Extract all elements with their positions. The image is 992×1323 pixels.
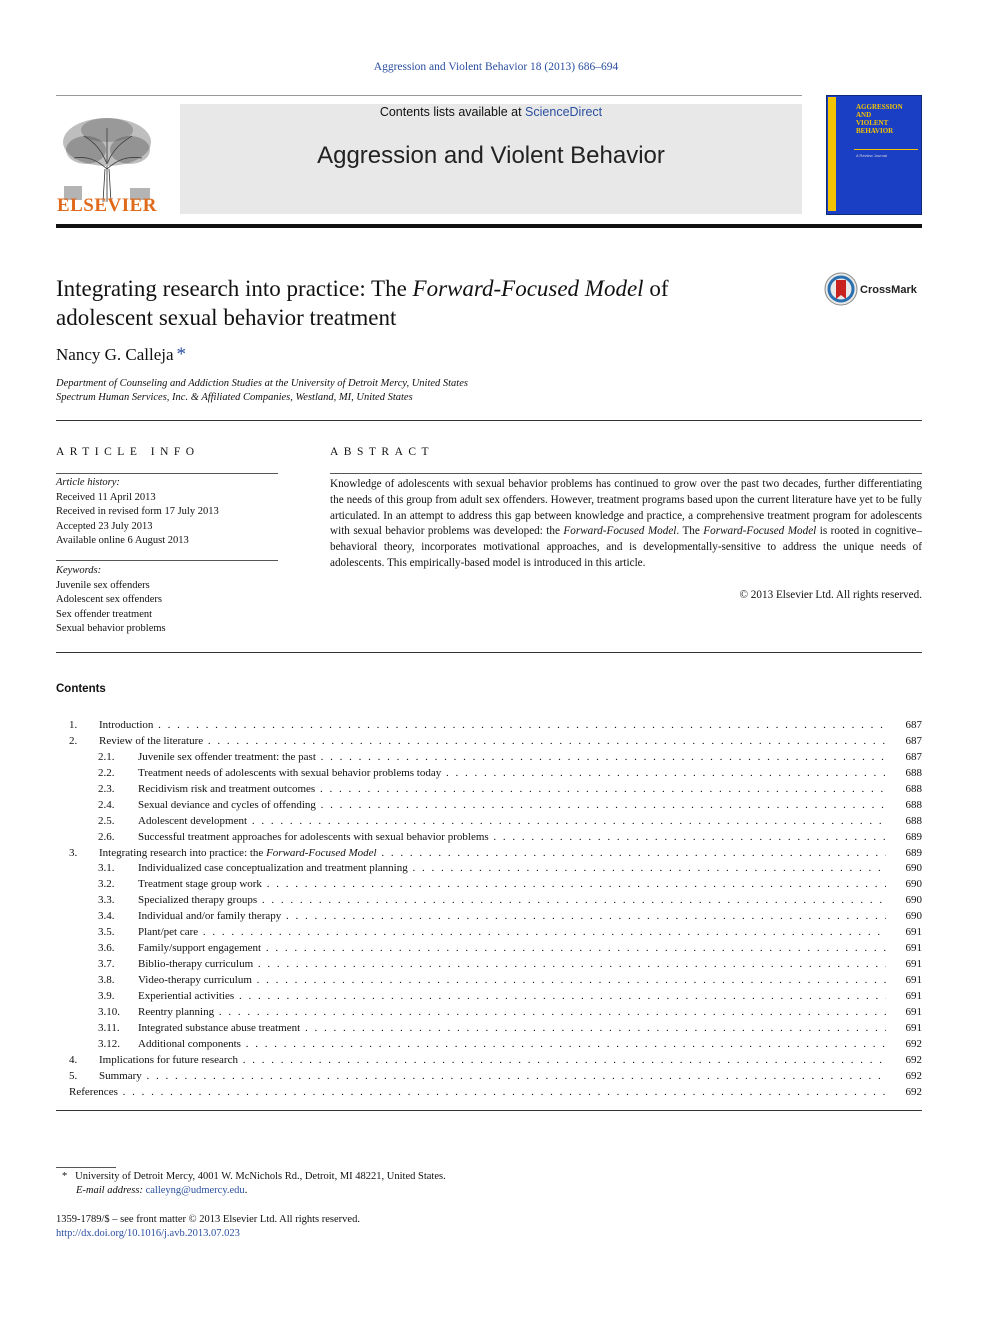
toc-entry-page: 690 xyxy=(905,878,922,891)
cover-accent-strip xyxy=(828,97,836,211)
toc-entry-title[interactable] xyxy=(138,1004,886,1020)
toc-entry[interactable] xyxy=(56,892,922,908)
toc-entry-title[interactable] xyxy=(69,1084,886,1100)
history-item: Received in revised form 17 July 2013 xyxy=(56,506,219,517)
toc-entry-title-text: Summary xyxy=(99,1069,142,1082)
toc-entry[interactable] xyxy=(56,1020,922,1036)
toc-entry-page: 690 xyxy=(905,910,922,923)
toc-entry-title[interactable] xyxy=(138,765,886,781)
author-name xyxy=(56,344,186,366)
toc-entry[interactable] xyxy=(56,829,922,845)
toc-entry-number: 1. xyxy=(69,719,78,731)
contents-available-line xyxy=(180,105,802,119)
title-italic: Forward-Focused Model xyxy=(412,276,644,301)
toc-entry[interactable] xyxy=(56,876,922,892)
toc-entry-title-text: Experiential activities xyxy=(138,989,235,1002)
toc-entry-title-text: Individualized case conceptualization and treatment planning xyxy=(138,862,408,875)
toc-entry-title[interactable] xyxy=(99,717,886,733)
toc-entry-title-text: Successful treatment approaches for adolescents with sexual behavior problems xyxy=(138,830,489,843)
section-divider xyxy=(56,652,922,653)
toc-entry-number: 2.2. xyxy=(98,766,115,779)
cover-title-line: AND xyxy=(856,111,872,119)
toc-entry-number: 2. xyxy=(69,734,78,747)
toc-entry[interactable] xyxy=(56,1052,922,1068)
toc-entry-page: 692 xyxy=(905,1085,922,1098)
toc-entry-page: 691 xyxy=(905,958,922,971)
toc-entry-page: 692 xyxy=(905,1069,922,1082)
toc-entry-page: 688 xyxy=(905,798,922,811)
keywords-label: Keywords: xyxy=(56,565,102,576)
crossmark-icon[interactable] xyxy=(824,272,858,306)
affiliations xyxy=(56,377,468,405)
keywords-rule xyxy=(56,560,278,561)
keyword-item: Sex offender treatment xyxy=(56,608,153,620)
abstract-rule xyxy=(330,473,922,474)
toc-entry[interactable] xyxy=(56,1004,922,1020)
toc-entry[interactable] xyxy=(56,813,922,829)
toc-entry-number: 5. xyxy=(69,1069,78,1082)
history-item: Available online 6 August 2013 xyxy=(56,535,189,546)
toc-entry-page: 690 xyxy=(905,862,922,875)
toc-entry-page: 692 xyxy=(905,1053,922,1066)
toc-entry-page: 688 xyxy=(905,814,922,827)
toc-entry[interactable] xyxy=(56,940,922,956)
toc-entry[interactable] xyxy=(56,1036,922,1052)
article-history xyxy=(56,476,219,549)
toc-entry-number: 3.5. xyxy=(98,926,115,939)
toc-entry-page: 691 xyxy=(905,926,922,939)
title-text: Integrating research into practice: The xyxy=(56,276,413,301)
toc-entry-title[interactable] xyxy=(138,924,886,940)
toc-entry[interactable] xyxy=(56,1084,922,1100)
toc-entry-title[interactable] xyxy=(138,749,886,765)
toc-entry-title[interactable] xyxy=(138,781,886,797)
toc-entry-number: 3.8. xyxy=(98,974,115,986)
toc-entry-title[interactable] xyxy=(138,1020,886,1036)
footnote-marker: * xyxy=(62,1171,68,1182)
toc-entry-title-italic: Forward-Focused Model xyxy=(266,846,377,859)
toc-entry-title[interactable] xyxy=(138,988,886,1004)
contents-heading: Contents xyxy=(56,683,106,695)
toc-entry-title-text: Family/support engagement xyxy=(138,942,262,955)
abstract-heading: ABSTRACT xyxy=(330,446,435,458)
footnote-email xyxy=(76,1185,247,1196)
toc-entry-number: 3.6. xyxy=(98,942,115,955)
toc-entry-number: 3.2. xyxy=(98,878,115,891)
toc-entry-title-text: Video-therapy curriculum xyxy=(138,974,252,986)
toc-entry-number: 2.6. xyxy=(98,830,115,843)
toc-entry-title-text: Plant/pet care xyxy=(138,926,199,939)
article-title xyxy=(56,274,746,332)
toc-entry-title[interactable] xyxy=(99,1068,886,1084)
affiliation-line: Spectrum Human Services, Inc. & Affiliated Companies, Westland, MI, United States xyxy=(56,392,413,403)
toc-entry-title[interactable] xyxy=(138,908,886,924)
issn-line: 1359-1789/$ – see front matter © 2013 Elsevier Ltd. All rights reserved. xyxy=(56,1214,360,1225)
toc-entry[interactable] xyxy=(56,988,922,1004)
toc-entry-title-text: References xyxy=(69,1085,118,1098)
toc-entry-page: 691 xyxy=(905,1021,922,1034)
toc-entry-title-text: Biblio-therapy curriculum xyxy=(138,958,254,971)
toc-entry-page: 691 xyxy=(905,974,922,986)
cover-subtitle: A Review Journal xyxy=(856,153,887,158)
toc-entry-page: 692 xyxy=(905,1037,922,1050)
affiliation-line: Department of Counseling and Addiction Studies at the University of Detroit Mercy, United States xyxy=(56,378,468,389)
toc-entry-title-text: Specialized therapy groups xyxy=(138,894,258,907)
toc-entry-title-text: Additional components xyxy=(138,1037,241,1050)
toc-entry-number: 3.11. xyxy=(98,1021,120,1034)
cover-divider xyxy=(854,149,918,150)
keywords xyxy=(56,564,166,637)
section-divider xyxy=(56,1110,922,1111)
history-item: Accepted 23 July 2013 xyxy=(56,520,153,532)
toc-entry-title-text: Treatment needs of adolescents with sexual behavior problems today xyxy=(138,766,442,779)
abstract-copyright: © 2013 Elsevier Ltd. All rights reserved. xyxy=(739,589,922,601)
toc-entry-number: 2.3. xyxy=(98,782,115,795)
toc-entry-number: 3.4. xyxy=(98,910,115,923)
cover-title-line: VIOLENT xyxy=(856,119,889,127)
toc-entry[interactable] xyxy=(56,956,922,972)
toc-entry-page: 691 xyxy=(905,942,922,955)
abstract-part: is rooted in cognitive–behavioral theory, incorporates motivational approaches, and is developmentally-sensitive to address the unique needs of adolescents. This empirically-based model is introduced in this article. xyxy=(330,525,922,569)
toc-entry[interactable] xyxy=(56,972,922,988)
keyword-item: Sexual behavior problems xyxy=(56,623,166,634)
footnote-rule xyxy=(56,1167,116,1168)
toc-entry-number: 2.4. xyxy=(98,798,115,811)
toc-entry-page: 687 xyxy=(905,750,922,763)
abstract-italic: Forward-Focused Model xyxy=(563,525,677,538)
history-label: Article history: xyxy=(56,477,120,488)
section-divider xyxy=(56,420,922,421)
abstract-italic: Forward-Focused Model xyxy=(703,525,817,538)
cover-title-line: BEHAVIOR xyxy=(856,127,894,135)
toc-entry-title-text: Sexual deviance and cycles of offending xyxy=(138,798,316,811)
article-info-heading: ARTICLE INFO xyxy=(56,446,200,458)
footnote-address xyxy=(62,1171,446,1182)
toc-entry-title-text: Integrated substance abuse treatment xyxy=(138,1021,301,1034)
toc-entry-title[interactable] xyxy=(138,972,886,988)
contents-available-text: Contents lists available at xyxy=(379,105,526,119)
title-text: of adolescent sexual behavior treatment xyxy=(56,276,669,330)
toc-entry-title-text: Implications for future research xyxy=(99,1053,238,1066)
journal-title: Aggression and Violent Behavior xyxy=(317,142,665,169)
email-link[interactable]: calleyng@udmercy.edu xyxy=(145,1185,245,1196)
toc-entry-title[interactable] xyxy=(138,860,886,876)
toc-entry-title-text: Recidivism risk and treatment outcomes xyxy=(138,782,316,795)
toc-entry-title-text: Treatment stage group work xyxy=(138,878,262,891)
author-footnote-marker[interactable]: * xyxy=(176,344,187,365)
email-end: . xyxy=(244,1185,248,1196)
toc-entry-number: 3.1. xyxy=(98,862,115,875)
email-label: E-mail address: xyxy=(76,1185,143,1196)
toc-entry-page: 687 xyxy=(905,719,922,731)
toc-entry-title[interactable] xyxy=(138,813,886,829)
toc-entry[interactable] xyxy=(56,845,922,861)
toc-entry-title[interactable] xyxy=(138,829,886,845)
toc-entry-number: 3.7. xyxy=(98,958,115,971)
footnote-address-text: University of Detroit Mercy, 4001 W. McNichols Rd., Detroit, MI 48221, United States. xyxy=(75,1171,446,1182)
toc-entry-number: 3.3. xyxy=(98,894,115,907)
toc-entry-number: 2.1. xyxy=(98,750,115,763)
cover-title xyxy=(856,103,918,135)
toc-entry-title[interactable] xyxy=(138,892,886,908)
toc-entry[interactable] xyxy=(56,733,922,749)
toc-entry-page: 691 xyxy=(905,989,922,1002)
toc-entry-title-text: Individual and/or family therapy xyxy=(138,910,282,923)
toc-entry-number: 3.10. xyxy=(98,1005,120,1018)
keyword-item: Juvenile sex offenders xyxy=(56,579,150,591)
toc-entry-page: 689 xyxy=(905,846,922,859)
toc-entry-number: 3. xyxy=(69,846,78,859)
toc-entry-number: 2.5. xyxy=(98,814,115,827)
toc-entry-page: 689 xyxy=(905,830,922,843)
toc-entry-number: 4. xyxy=(69,1053,78,1066)
toc-entry-title-text: Introduction xyxy=(99,719,154,731)
toc-entry-title[interactable] xyxy=(138,876,886,892)
sciencedirect-link[interactable]: ScienceDirect xyxy=(525,105,603,119)
toc-entry[interactable] xyxy=(56,860,922,876)
toc-entry-page: 691 xyxy=(905,1005,922,1018)
toc-entry[interactable] xyxy=(56,781,922,797)
toc-entry-title-text: Juvenile sex offender treatment: the past xyxy=(138,750,316,763)
toc-entry-title[interactable] xyxy=(99,1052,886,1068)
header-rule xyxy=(56,224,922,228)
toc-entry[interactable] xyxy=(56,1068,922,1084)
doi-link[interactable]: http://dx.doi.org/10.1016/j.avb.2013.07.023 xyxy=(56,1228,240,1239)
toc-entry-title-text: Reentry planning xyxy=(138,1005,215,1018)
toc-entry-title-text: Adolescent development xyxy=(138,814,248,827)
abstract-part: Knowledge of adolescents with sexual behavior problems has continued to grow over the past two decades, further differentiating the needs of this group from adult sex offenders. However, treatment programs based upon the current literature have yet to be fully articulated. In an attempt to address this gap between knowledge and practice, a comprehensive treatment program for adolescents with sexual behavior problems was developed: the xyxy=(330,478,922,538)
journal-citation[interactable]: Aggression and Violent Behavior 18 (2013) 686–694 xyxy=(373,61,619,73)
article-info-rule xyxy=(56,473,278,474)
abstract-part: . The xyxy=(676,525,704,538)
toc-entry[interactable] xyxy=(56,717,922,733)
abstract-text xyxy=(330,477,922,572)
toc-entry-page: 687 xyxy=(905,734,922,747)
toc-entry[interactable] xyxy=(56,749,922,765)
toc-entry-title[interactable] xyxy=(138,956,886,972)
elsevier-wordmark: ELSEVIER xyxy=(56,195,158,216)
toc-entry[interactable] xyxy=(56,765,922,781)
table-of-contents xyxy=(56,717,922,1100)
toc-entry-title[interactable] xyxy=(138,797,886,813)
history-item: Received 11 April 2013 xyxy=(56,491,156,503)
keyword-item: Adolescent sex offenders xyxy=(56,594,162,605)
toc-entry-number: 3.12. xyxy=(98,1037,120,1050)
toc-entry-title[interactable] xyxy=(99,845,886,861)
toc-entry-page: 688 xyxy=(905,766,922,779)
toc-entry-page: 688 xyxy=(905,782,922,795)
toc-entry-title[interactable] xyxy=(138,1036,886,1052)
toc-entry-title[interactable] xyxy=(99,733,886,749)
masthead-divider xyxy=(56,95,802,96)
cover-title-line: AGGRESSION xyxy=(856,103,903,111)
toc-entry-page: 690 xyxy=(905,894,922,907)
toc-entry-number: 3.9. xyxy=(98,989,115,1002)
toc-entry-title-text: Integrating research into practice: the xyxy=(99,846,267,859)
crossmark-label[interactable]: CrossMark xyxy=(860,284,917,296)
author-text: Nancy G. Calleja xyxy=(56,345,174,364)
toc-entry[interactable] xyxy=(56,797,922,813)
toc-entry[interactable] xyxy=(56,908,922,924)
toc-entry[interactable] xyxy=(56,924,922,940)
toc-entry-title-text: Review of the literature xyxy=(99,734,204,747)
toc-entry-title[interactable] xyxy=(138,940,886,956)
